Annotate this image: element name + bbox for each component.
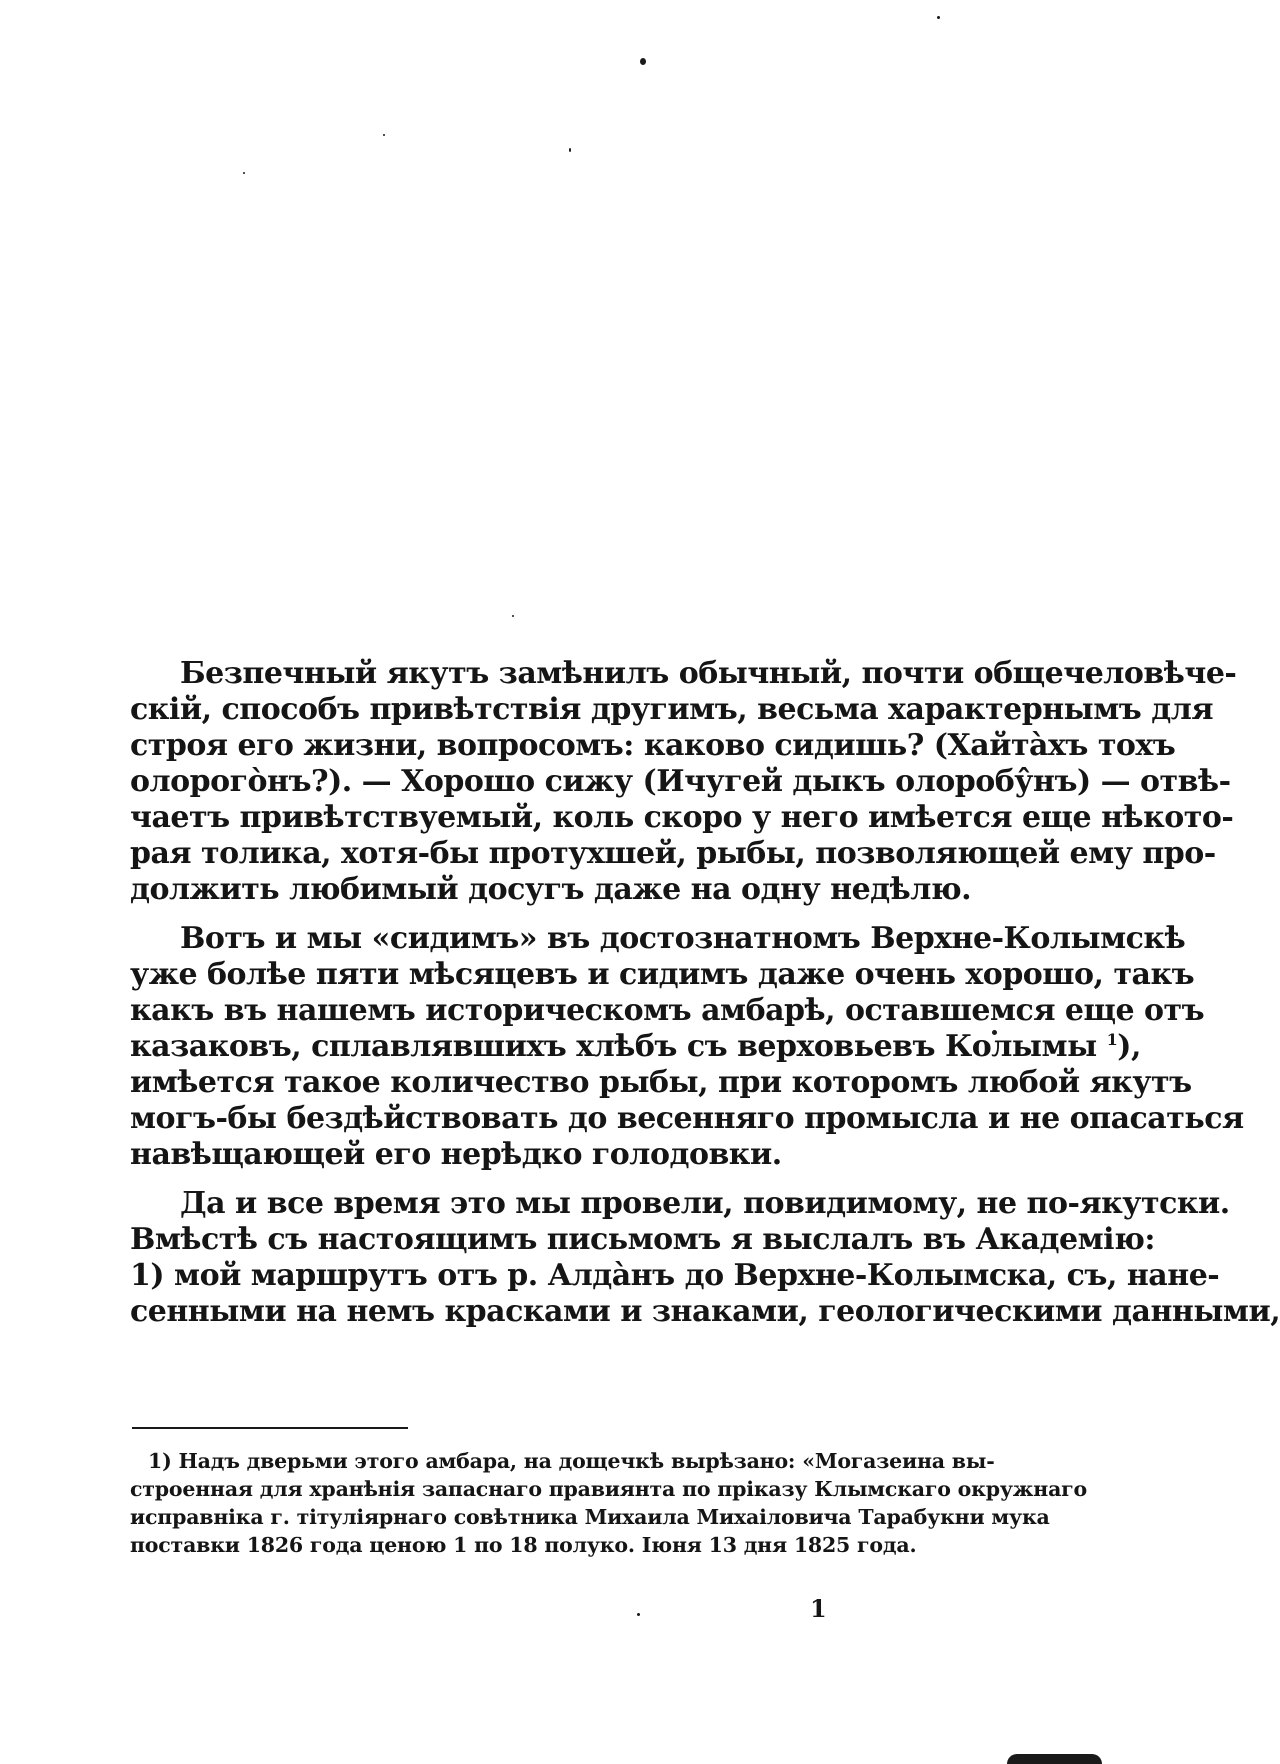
text-line: 1) мой маршрутъ отъ р. Алдàнъ до Верхне-Колымска, съ, нане-: [130, 1258, 1220, 1293]
text-line: строя его жизни, вопросомъ: каково сидишь? (Хайтàхъ тохъ: [130, 728, 1176, 763]
scan-speck: [512, 615, 514, 617]
text-line: скій, способъ привѣтствія другимъ, весьма характернымъ для: [130, 692, 1214, 727]
scan-speck: [640, 58, 646, 65]
footnote-reference-suffix: ),: [1117, 1029, 1141, 1064]
footnote-line: исправніка г. тітуліярнаго совѣтника Михаила Михаіловича Тарабукни мука: [130, 1505, 1050, 1529]
paragraph-3: [130, 1186, 1280, 1330]
footnote-divider: [132, 1427, 408, 1429]
footnote-reference: 1: [1106, 1030, 1118, 1049]
text-line: Да и все время это мы провели, повидимому, не по-якутски.: [180, 1186, 1230, 1221]
text-line: рая толика, хотя-бы протухшей, рыбы, позволяющей ему про-: [130, 836, 1216, 871]
scan-speck: [383, 134, 385, 136]
text-line: сенными на немъ красками и знаками, геологическими данными,: [130, 1294, 1280, 1329]
text-line-part: казаковъ, сплавлявшихъ хлѣбъ съ верховьевъ Колымы: [130, 1029, 1097, 1064]
text-line: навѣщающей его нерѣдко голодовки.: [130, 1137, 782, 1172]
scan-speck: [569, 148, 571, 152]
text-line: Вмѣстѣ съ настоящимъ письмомъ я выслалъ въ Академію:: [130, 1222, 1155, 1257]
paragraph-2: [130, 921, 1244, 1173]
body-text: [130, 656, 1280, 1343]
footnote-line: строенная для хранѣнія запаснаго правиянта по пріказу Клымскаго окружнаго: [130, 1477, 1088, 1501]
text-line: могъ-бы бездѣйствовать до весенняго промысла и не опасаться: [130, 1101, 1244, 1136]
scan-speck: [937, 16, 940, 19]
scan-speck: [637, 1613, 640, 1616]
scan-edge-mark: [1007, 1754, 1102, 1764]
scan-speck: [243, 172, 245, 174]
text-line: чаетъ привѣтствуемый, коль скоро у него имѣется еще нѣкото-: [130, 800, 1234, 835]
paragraph-1: [130, 656, 1237, 908]
text-line: должить любимый досугъ даже на одну недѣлю.: [130, 872, 972, 907]
page-number: 1: [810, 1594, 827, 1623]
text-line: Безпечный якутъ замѣнилъ обычный, почти общечеловѣче-: [180, 656, 1237, 691]
text-line: олорогòнъ?). — Хорошо сижу (Ичугей дыкъ олоробу̂нъ) — отвѣ-: [130, 764, 1231, 799]
text-line: какъ въ нашемъ историческомъ амбарѣ, оставшемся еще отъ: [130, 993, 1205, 1028]
text-line: уже болѣе пяти мѣсяцевъ и сидимъ даже очень хорошо, такъ: [130, 957, 1195, 992]
text-line: Вотъ и мы «сидимъ» въ достознатномъ Верхне-Колымскѣ: [180, 921, 1186, 956]
footnote-line: поставки 1826 года ценою 1 по 18 полуко. Іюня 13 дня 1825 года.: [130, 1533, 917, 1557]
footnote-line: 1) Надъ дверьми этого амбара, на дощечкѣ вырѣзано: «Могазеина вы-: [148, 1449, 995, 1473]
footnote: [130, 1447, 1088, 1559]
text-line: имѣется такое количество рыбы, при которомъ любой якутъ: [130, 1065, 1192, 1100]
text-line-with-footnote: [130, 1029, 1141, 1065]
